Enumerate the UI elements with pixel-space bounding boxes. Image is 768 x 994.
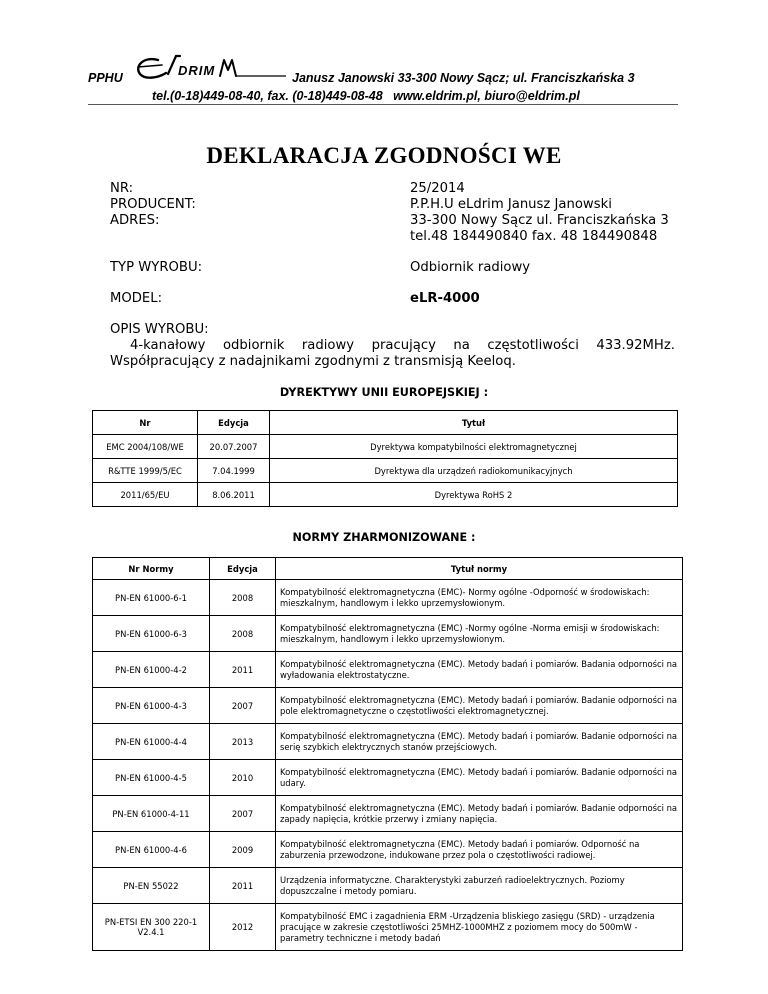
nr-label: NR: (110, 181, 134, 196)
column-header: Edycja (198, 411, 270, 435)
directive-edition: 7.04.1999 (198, 459, 270, 483)
norm-number: PN-EN 61000-4-5 (93, 760, 210, 796)
table-row (93, 724, 683, 760)
header-divider (88, 104, 678, 105)
norm-title: Kompatybilność elektromagnetyczna (EMC). Metody badań i pomiarów. Odporność na zaburzenia przewodzone, indukowane przez pola o częstotliwości radiowej. (276, 832, 683, 868)
norm-title: Kompatybilność elektromagnetyczna (EMC). Metody badań i pomiarów. Badania odporności na wyładowania elektrostatyczne. (276, 652, 683, 688)
directive-nr: EMC 2004/108/WE (93, 435, 198, 459)
norm-number: PN-EN 61000-6-1 (93, 580, 210, 616)
header-address: Janusz Janowski 33-300 Nowy Sącz; ul. Franciszkańska 3 (292, 71, 635, 85)
opis-word: częstotliwości (487, 338, 579, 353)
table-row (93, 688, 683, 724)
norm-title: Kompatybilność elektromagnetyczna (EMC) -Normy ogólne -Norma emisji w środowiskach: mieszkalnym, handlowym i lekko uprzemysłowionym. (276, 616, 683, 652)
producent-label: PRODUCENT: (110, 197, 196, 212)
table-row (93, 435, 678, 459)
header-prefix: PPHU (88, 71, 123, 85)
adres-line1: 33-300 Nowy Sącz ul. Franciszkańska 3 (410, 213, 669, 228)
directives-table (92, 410, 678, 507)
table-row (93, 796, 683, 832)
typ-value: Odbiornik radiowy (410, 260, 531, 275)
norm-edition: 2008 (210, 580, 276, 616)
company-logo (128, 50, 288, 84)
directive-edition: 8.06.2011 (198, 483, 270, 507)
norm-title: Urządzenia informatyczne. Charakterystyki zaburzeń radioelektrycznych. Poziomy dopuszczalne i metody pomiaru. (276, 868, 683, 904)
directive-title: Dyrektywa dla urządzeń radiokomunikacyjnych (270, 459, 678, 483)
svg-text:DRIM: DRIM (178, 63, 216, 78)
table-row (93, 760, 683, 796)
nr-value: 25/2014 (410, 181, 465, 196)
adres-label: ADRES: (110, 213, 160, 228)
opis-word: na (453, 338, 470, 353)
column-header: Nr (93, 411, 198, 435)
norm-edition: 2011 (210, 868, 276, 904)
header-contact: tel.(0-18)449-08-40, fax. (0-18)449-08-48 www.eldrim.pl, biuro@eldrim.pl (152, 89, 580, 103)
column-header: Nr Normy (93, 558, 210, 580)
norm-edition: 2010 (210, 760, 276, 796)
directive-title: Dyrektywa RoHS 2 (270, 483, 678, 507)
table-row (93, 904, 683, 951)
norm-edition: 2009 (210, 832, 276, 868)
opis-word: odbiornik (222, 338, 285, 353)
norm-title: Kompatybilność elektromagnetyczna (EMC). Metody badań i pomiarów. Badanie odporności na pole elektromagnetyczne o częstotliwości elektromagnetycznej. (276, 688, 683, 724)
norm-number: PN-EN 55022 (93, 868, 210, 904)
norm-edition: 2012 (210, 904, 276, 951)
adres-line2: tel.48 184490840 fax. 48 184490848 (410, 229, 658, 244)
norm-title: Kompatybilność elektromagnetyczna (EMC). Metody badań i pomiarów. Badanie odporności na zapady napięcia, krótkie przerwy i zmiany napięcia. (276, 796, 683, 832)
table-row (93, 616, 683, 652)
table-row (93, 483, 678, 507)
model-label: MODEL: (110, 291, 163, 306)
table-row (93, 652, 683, 688)
table-header-row (93, 411, 678, 435)
norm-edition: 2007 (210, 796, 276, 832)
typ-label: TYP WYROBU: (110, 260, 203, 275)
column-header: Edycja (210, 558, 276, 580)
norm-title: Kompatybilność elektromagnetyczna (EMC). Metody badań i pomiarów. Badanie odporności na serię szybkich elektrycznych stanów przejściowych. (276, 724, 683, 760)
norm-number: PN-EN 61000-6-3 (93, 616, 210, 652)
table-row (93, 459, 678, 483)
column-header: Tytuł normy (276, 558, 683, 580)
table-row (93, 868, 683, 904)
directive-title: Dyrektywa kompatybilności elektromagnetycznej (270, 435, 678, 459)
norm-title: Kompatybilność elektromagnetyczna (EMC). Metody badań i pomiarów. Badanie odporności na udary. (276, 760, 683, 796)
norm-number: PN-EN 61000-4-2 (93, 652, 210, 688)
norm-number: PN-EN 61000-4-3 (93, 688, 210, 724)
page-title: DEKLARACJA ZGODNOŚCI WE (206, 143, 562, 168)
norm-title: Kompatybilność elektromagnetyczna (EMC)- Normy ogólne -Odporność w środowiskach: mieszkalnym, handlowym i lekko uprzemysłowionym. (276, 580, 683, 616)
opis-word: radiowy (301, 338, 355, 353)
opis-label: OPIS WYROBU: (110, 322, 209, 337)
directive-nr: 2011/65/EU (93, 483, 198, 507)
norm-title: Kompatybilność EMC i zagadnienia ERM -Urządzenia bliskiego zasięgu (SRD) - urządzenia pracujące w zakresie częstotliwości 25MHZ-1000MHZ z poziomem mocy do 500mW -parametry techniczne i metody badań (276, 904, 683, 951)
norm-number: PN-EN 61000-4-11 (93, 796, 210, 832)
opis-line2: Współpracujący z nadajnikami zgodnymi z transmisją Keeloq. (110, 354, 516, 369)
directive-nr: R&TTE 1999/5/EC (93, 459, 198, 483)
model-value: eLR-4000 (410, 291, 480, 306)
table-row (93, 832, 683, 868)
opis-word: 433.92MHz. (596, 338, 675, 353)
norm-edition: 2007 (210, 688, 276, 724)
directive-edition: 20.07.2007 (198, 435, 270, 459)
directives-heading: DYREKTYWY UNII EUROPEJSKIEJ : (279, 386, 489, 399)
norm-edition: 2011 (210, 652, 276, 688)
table-header-row (93, 558, 683, 580)
opis-word: pracujący (371, 338, 436, 353)
column-header: Tytuł (270, 411, 678, 435)
opis-word: 4-kanałowy (130, 338, 206, 353)
norm-edition: 2008 (210, 616, 276, 652)
producent-value: P.P.H.U eLdrim Janusz Janowski (410, 197, 612, 212)
norm-number: PN-ETSI EN 300 220-1 V2.4.1 (93, 904, 210, 951)
norm-number: PN-EN 61000-4-4 (93, 724, 210, 760)
opis-line1 (130, 338, 675, 354)
table-row (93, 580, 683, 616)
norm-number: PN-EN 61000-4-6 (93, 832, 210, 868)
norm-edition: 2013 (210, 724, 276, 760)
norms-table (92, 557, 683, 951)
norms-heading: NORMY ZHARMONIZOWANE : (292, 531, 476, 544)
